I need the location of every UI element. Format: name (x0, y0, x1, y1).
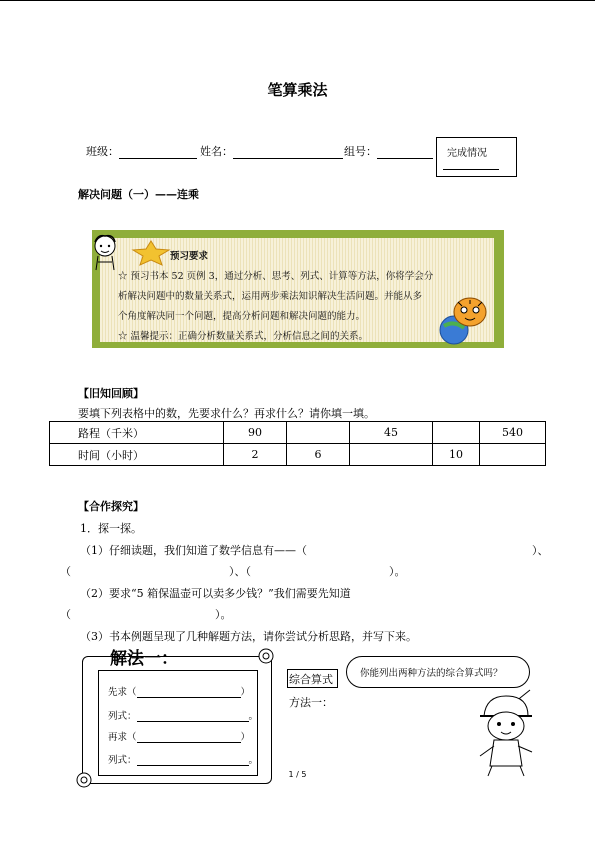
status-blank[interactable] (443, 169, 499, 170)
group-field (344, 143, 433, 159)
table-cell[interactable] (480, 444, 546, 466)
group-label: 组号： (344, 145, 377, 158)
formula-1-label: 列式： 。 (108, 711, 259, 722)
first-find-label: 先求（ ） (108, 687, 251, 698)
question-1-start: （1）仔细读题，我们知道了数学信息有——（ (80, 544, 307, 557)
question-2-start: （2）要求“5 箱保温壶可以卖多少钱？”我们需要先知道 (80, 587, 351, 600)
name-field (200, 143, 343, 159)
table-row (50, 422, 546, 444)
question-2-close: ）。 (215, 608, 232, 621)
banner-heading: 预习要求 (170, 251, 209, 262)
question-1-middle: ）、（ (229, 565, 251, 578)
question-2-paren-open: （ (60, 608, 71, 621)
method-one-title: 解法一： (110, 649, 178, 669)
bubble-text: 你能列出两种方法的综合算式吗？ (360, 668, 503, 679)
table-cell[interactable] (350, 444, 433, 466)
then-find-blank[interactable] (137, 732, 241, 743)
row-label: 路程（千米） (50, 422, 224, 444)
comprehensive-label: 综合算式 (289, 673, 333, 686)
review-heading: 【旧知回顾】 (78, 387, 144, 400)
banner-line-1: ☆ 预习书本 52 页例 3，通过分析、思考、列式、计算等方法，你将学会分 (118, 271, 434, 282)
explore-heading: 【合作探究】 (78, 500, 144, 513)
method-one-label: 方法一： (289, 696, 333, 709)
explore-item-1: 1．探一探。 (80, 522, 142, 535)
table-cell[interactable]: 90 (224, 422, 287, 444)
class-blank[interactable] (119, 146, 197, 159)
cartoon-tiger-icon (434, 292, 494, 346)
table-cell[interactable]: 540 (480, 422, 546, 444)
row-label: 时间（小时） (50, 444, 224, 466)
section-heading: 解决问题（一）——连乘 (78, 188, 199, 201)
group-blank[interactable] (377, 146, 433, 159)
formula-2-blank[interactable] (137, 755, 249, 766)
class-field (86, 143, 197, 159)
name-label: 姓名： (200, 145, 233, 158)
table-row (50, 444, 546, 466)
table-cell[interactable]: 6 (287, 444, 350, 466)
formula-1-blank[interactable] (137, 711, 249, 722)
table-cell[interactable] (287, 422, 350, 444)
question-1-end: ）、 (532, 544, 549, 557)
table-cell[interactable] (433, 422, 480, 444)
banner-line-3: 个角度解决同一个问题，提高分析问题和解决问题的能力。 (118, 311, 366, 322)
then-find-label: 再求（ ） (108, 732, 251, 743)
completion-status-box (436, 137, 517, 177)
formula-2-label: 列式： 。 (108, 755, 259, 766)
distance-time-table (49, 421, 546, 466)
review-prompt: 要填下列表格中的数，先要求什么？再求什么？请你填一填。 (78, 407, 375, 420)
scroll-curl-icon (256, 646, 276, 666)
table-cell[interactable]: 45 (350, 422, 433, 444)
question-1-close: ）。 (389, 565, 406, 578)
banner-line-2: 析解决问题中的数量关系式，运用两步乘法知识解决生活问题。并能从多 (118, 291, 423, 302)
page-title: 笔算乘法 (267, 81, 328, 99)
page-number: 1 / 5 (288, 770, 307, 779)
banner-line-4: ☆ 温馨提示：正确分析数量关系式，分析信息之间的关系。 (118, 331, 369, 342)
table-cell[interactable]: 2 (224, 444, 287, 466)
question-3: （3）书本例题呈现了几种解题方法，请你尝试分析思路，并写下来。 (80, 630, 417, 643)
question-1-paren-open: （ (60, 565, 71, 578)
first-find-blank[interactable] (137, 687, 241, 698)
class-label: 班级： (86, 145, 119, 158)
status-label: 完成情况 (447, 148, 487, 159)
table-cell[interactable]: 10 (433, 444, 480, 466)
top-rule (0, 0, 595, 1)
name-blank[interactable] (233, 146, 343, 159)
star-icon (131, 240, 171, 266)
cartoon-child-icon (88, 232, 122, 272)
cartoon-boy-icon (470, 686, 542, 778)
